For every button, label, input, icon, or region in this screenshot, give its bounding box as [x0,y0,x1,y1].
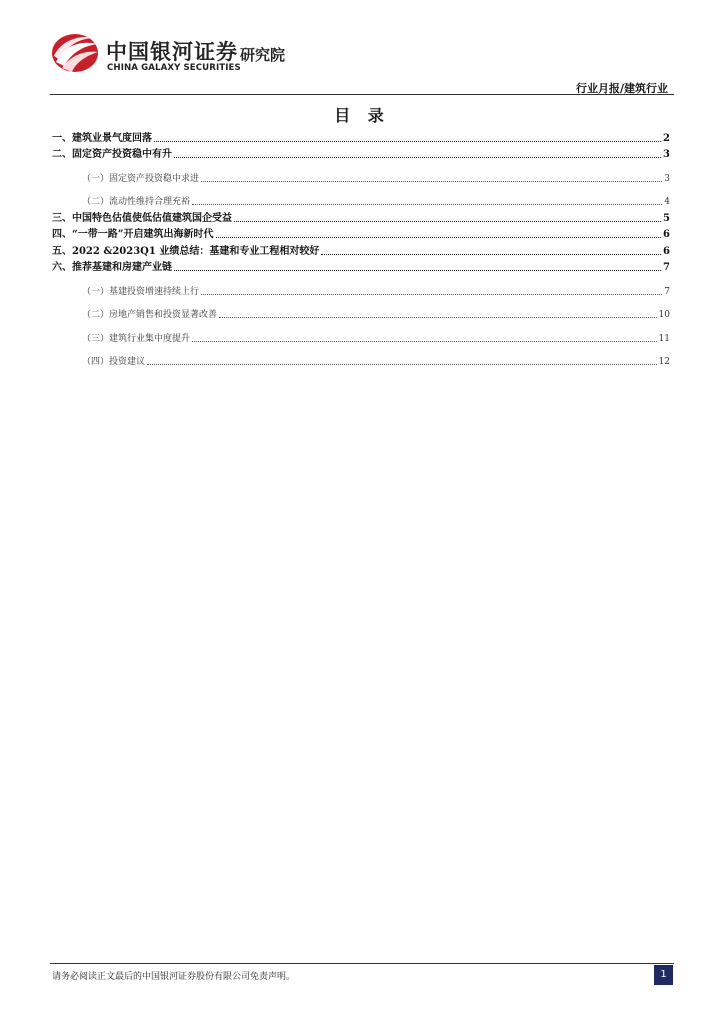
toc-entry-6-3[interactable] [52,321,670,345]
toc-entry-label: （三）建筑行业集中度提升 [82,333,191,344]
logo-chinese-name: 中国银河证券 [106,40,238,64]
toc-leader-dots [174,270,661,271]
toc-entry-label: 一、建筑业景气度回落 [52,132,152,144]
header-divider [50,94,674,95]
table-of-contents [52,128,670,368]
toc-entry-6[interactable] [52,258,670,275]
toc-entry-2-1[interactable] [52,161,670,185]
toc-leader-dots [234,221,661,222]
toc-entry-page: 11 [658,333,670,344]
galaxy-logo-icon [50,32,100,74]
toc-entry-label: （四）投资建议 [82,357,146,367]
toc-entry-3[interactable] [52,208,670,225]
toc-entry-page: 3 [663,149,670,160]
logo-english-name: CHINA GALAXY SECURITIES [107,63,241,73]
toc-entry-label: （二）房地产销售和投资显著改善 [82,310,218,320]
toc-entry-label: 四、“一带一路”开启建筑出海新时代 [52,229,214,240]
toc-entry-page: 6 [663,245,670,257]
toc-entry-page: 7 [663,262,670,273]
company-logo [50,28,310,78]
toc-leader-dots [174,157,661,158]
footer-divider [50,963,674,964]
toc-entry-2[interactable] [52,145,670,162]
toc-entry-label: 三、中国特色估值使低估值建筑国企受益 [52,212,232,224]
toc-leader-dots [201,181,662,182]
toc-entry-label: 六、推荐基建和房建产业链 [52,262,172,273]
report-type-label: 行业月报/建筑行业 [575,82,668,95]
toc-entry-page: 10 [658,310,670,320]
toc-leader-dots [154,141,661,142]
logo-institute-label: 研究院 [240,46,286,64]
toc-title: 目 录 [334,106,390,125]
toc-entry-1[interactable] [52,128,670,145]
page-number-badge: 1 [654,965,673,985]
toc-leader-dots [201,294,662,295]
toc-leader-dots [192,204,662,205]
toc-leader-dots [216,237,662,238]
toc-entry-page: 2 [663,132,670,144]
toc-entry-2-2[interactable] [52,185,670,209]
toc-entry-label: 五、2022 &2023Q1 业绩总结：基建和专业工程相对较好 [52,245,320,257]
toc-entry-label: （一）固定资产投资稳中求进 [82,173,200,184]
toc-entry-page: 7 [664,286,670,297]
toc-entry-5[interactable] [52,241,670,258]
toc-entry-page: 6 [663,229,670,240]
toc-entry-page: 3 [664,173,670,184]
toc-entry-6-2[interactable] [52,298,670,322]
toc-entry-6-4[interactable] [52,345,670,369]
toc-entry-6-1[interactable] [52,274,670,298]
toc-entry-label: 二、固定资产投资稳中有升 [52,149,172,160]
toc-entry-page: 5 [663,212,670,224]
toc-entry-page: 4 [664,197,670,207]
toc-leader-dots [219,317,657,318]
toc-entry-4[interactable] [52,225,670,242]
toc-leader-dots [321,254,661,255]
toc-leader-dots [147,364,657,365]
footer-disclaimer: 请务必阅读正文最后的中国银河证券股份有限公司免责声明。 [52,972,296,982]
toc-leader-dots [192,341,657,342]
toc-entry-label: （二）流动性维持合理充裕 [82,197,191,207]
toc-entry-label: （一）基建投资增速持续上行 [82,286,200,297]
toc-entry-page: 12 [658,357,670,367]
